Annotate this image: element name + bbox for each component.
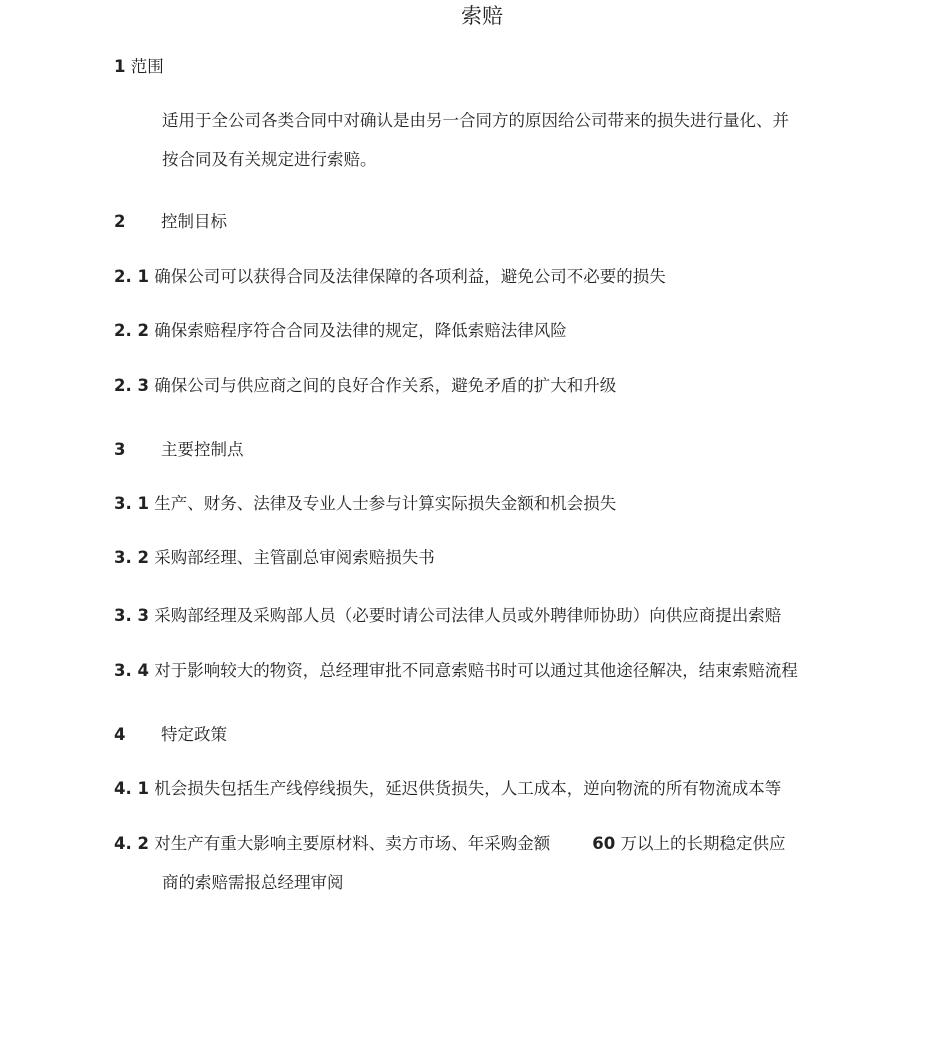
section-1-title: 范围 [130,57,164,76]
list-item [114,660,798,682]
section-1-paragraph-line-1: 适用于全公司各类合同中对确认是由另一合同方的原因给公司带来的损失进行量化、并 [162,111,789,130]
item-2-2-text: 确保索赔程序符合合同及法律的规定，降低索赔法律风险 [154,321,567,340]
item-3-2-text: 采购部经理、主管副总审阅索赔损失书 [154,548,435,567]
item-3-1-number: 3. 1 [114,494,149,513]
list-item [114,778,781,800]
section-4-number: 4 [114,725,126,744]
item-3-2-number: 3. 2 [114,548,149,567]
list-item [114,375,616,397]
item-2-1-text: 确保公司可以获得合同及法律保障的各项利益，避免公司不必要的损失 [154,267,666,286]
item-2-2-number: 2. 2 [114,321,149,340]
list-item [114,266,666,288]
item-4-2-amount: 60 [592,834,616,853]
item-4-2-number: 4. 2 [114,834,149,853]
item-4-2-continuation: 商的索赔需报总经理审阅 [162,873,344,892]
item-4-1-number: 4. 1 [114,779,149,798]
list-item [114,605,781,627]
section-3-number: 3 [114,440,126,459]
document-title: 索赔 [461,4,503,28]
item-2-1-number: 2. 1 [114,267,149,286]
item-3-4-number: 3. 4 [114,661,149,680]
item-4-2-text-part-2: 万以上的长期稳定供应 [620,834,786,853]
section-1-number: 1 [114,57,126,76]
section-1-heading [114,56,164,78]
item-3-3-number: 3. 3 [114,606,149,625]
section-4-heading [114,724,227,746]
section-2-number: 2 [114,212,126,231]
section-4-title: 特定政策 [161,725,227,744]
list-item [114,547,435,569]
item-3-4-text: 对于影响较大的物资，总经理审批不同意索赔书时可以通过其他途径解决，结束索赔流程 [154,661,798,680]
section-2-title: 控制目标 [161,212,227,231]
list-item [114,493,616,515]
item-2-3-number: 2. 3 [114,376,149,395]
item-2-3-text: 确保公司与供应商之间的良好合作关系，避免矛盾的扩大和升级 [154,376,617,395]
item-4-2-text-part-1: 对生产有重大影响主要原材料、卖方市场、年采购金额 [154,834,551,853]
section-1-paragraph-line-2: 按合同及有关规定进行索赔。 [162,150,377,169]
item-3-3-text: 采购部经理及采购部人员（必要时请公司法律人员或外聘律师协助）向供应商提出索赔 [154,606,782,625]
item-4-1-text: 机会损失包括生产线停线损失，延迟供货损失，人工成本，逆向物流的所有物流成本等 [154,779,782,798]
item-3-1-text: 生产、财务、法律及专业人士参与计算实际损失金额和机会损失 [154,494,617,513]
list-item [114,320,567,342]
section-2-heading [114,211,227,233]
section-3-title: 主要控制点 [161,440,244,459]
list-item [114,833,785,855]
section-3-heading [114,439,244,461]
